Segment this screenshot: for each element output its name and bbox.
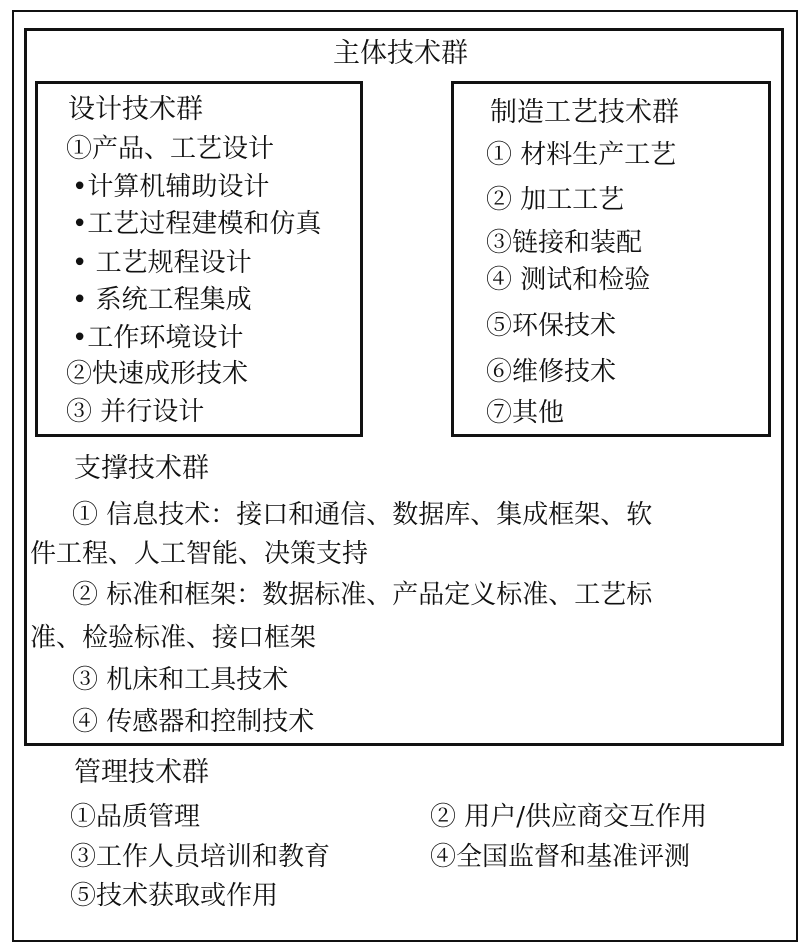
manufacturing-item: ③链接和装配 <box>486 228 643 258</box>
support-line: ① 信息技术：接口和通信、数据库、集成框架、软 <box>72 500 653 530</box>
management-item: ④全国监督和基准评测 <box>430 842 691 872</box>
design-item: ③ 并行设计 <box>66 397 205 427</box>
manufacturing-item: ⑥维修技术 <box>486 357 617 387</box>
design-item: ②快速成形技术 <box>66 359 249 389</box>
manufacturing-item: ⑦其他 <box>486 398 565 428</box>
manufacturing-group-title: 制造工艺技术群 <box>490 97 679 128</box>
manufacturing-item: ⑤环保技术 <box>486 311 617 341</box>
support-line: ④ 传感器和控制技术 <box>72 707 315 737</box>
support-line: 件工程、人工智能、决策支持 <box>30 539 369 569</box>
manufacturing-item: ④ 测试和检验 <box>486 265 651 295</box>
management-item: ①品质管理 <box>70 802 201 832</box>
design-item: •工作环境设计 <box>72 323 244 353</box>
design-item: ①产品、工艺设计 <box>66 134 275 164</box>
design-group-title: 设计技术群 <box>68 94 203 125</box>
design-item: • 系统工程集成 <box>72 285 252 315</box>
management-group-title: 管理技术群 <box>74 757 209 788</box>
design-item: •计算机辅助设计 <box>72 172 270 202</box>
management-item: ⑤技术获取或作用 <box>70 881 279 911</box>
design-item: • 工艺规程设计 <box>72 248 252 278</box>
management-item: ③工作人员培训和教育 <box>70 842 331 872</box>
management-item: ② 用户/供应商交互作用 <box>430 802 708 832</box>
support-line: 准、检验标准、接口框架 <box>30 623 317 653</box>
main-tech-group-title: 主体技术群 <box>333 38 468 69</box>
support-line: ③ 机床和工具技术 <box>72 665 289 695</box>
support-group-title: 支撑技术群 <box>74 453 209 484</box>
design-item: •工艺过程建模和仿真 <box>72 209 322 239</box>
support-line: ② 标准和框架：数据标准、产品定义标准、工艺标 <box>72 580 653 610</box>
manufacturing-item: ① 材料生产工艺 <box>486 140 677 170</box>
manufacturing-item: ② 加工工艺 <box>486 185 625 215</box>
